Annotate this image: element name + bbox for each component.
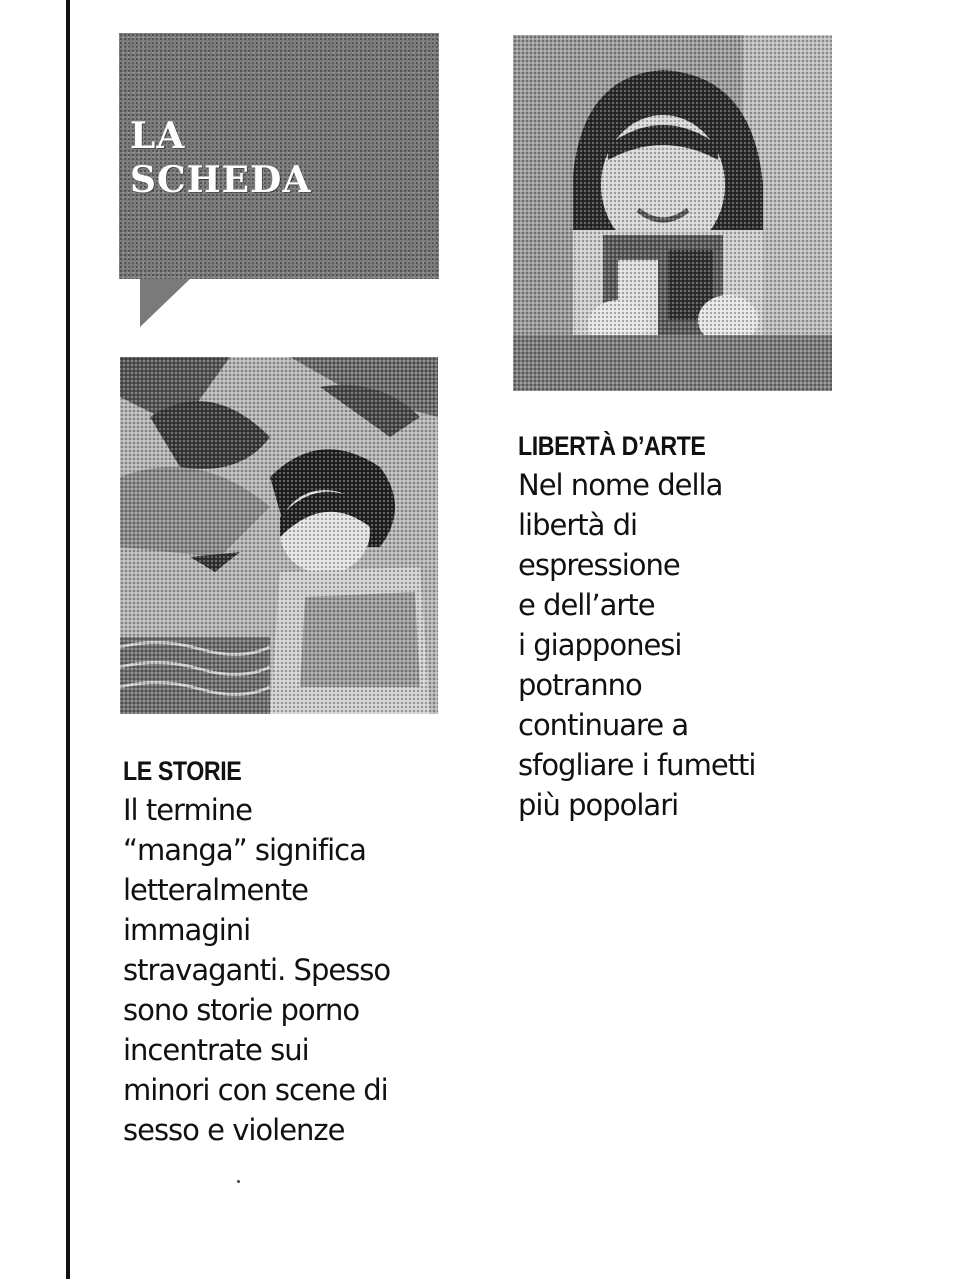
article-body: Il termine “manga” significa letteralmente immagini stravaganti. Spesso sono storie porno incentrate sui minori con scene di sesso e violenze xyxy=(123,793,391,1147)
speech-bubble-tail xyxy=(140,279,190,327)
print-speck xyxy=(237,1180,240,1183)
article-body: Nel nome della libertà di espressione e dell’arte i giapponesi potranno continuare a sfogliare i fumetti più popolari xyxy=(518,468,756,822)
article-le-storie xyxy=(123,752,443,1150)
article-liberta-darte xyxy=(518,427,838,825)
manga-illustration-image xyxy=(120,357,438,714)
section-title: LA SCHEDA xyxy=(130,115,312,201)
column-rule xyxy=(66,0,70,1279)
article-headline: LE STORIE xyxy=(123,756,242,786)
girl-reading-manga-photo xyxy=(513,35,832,391)
article-headline: LIBERTÀ D’ARTE xyxy=(518,431,706,461)
